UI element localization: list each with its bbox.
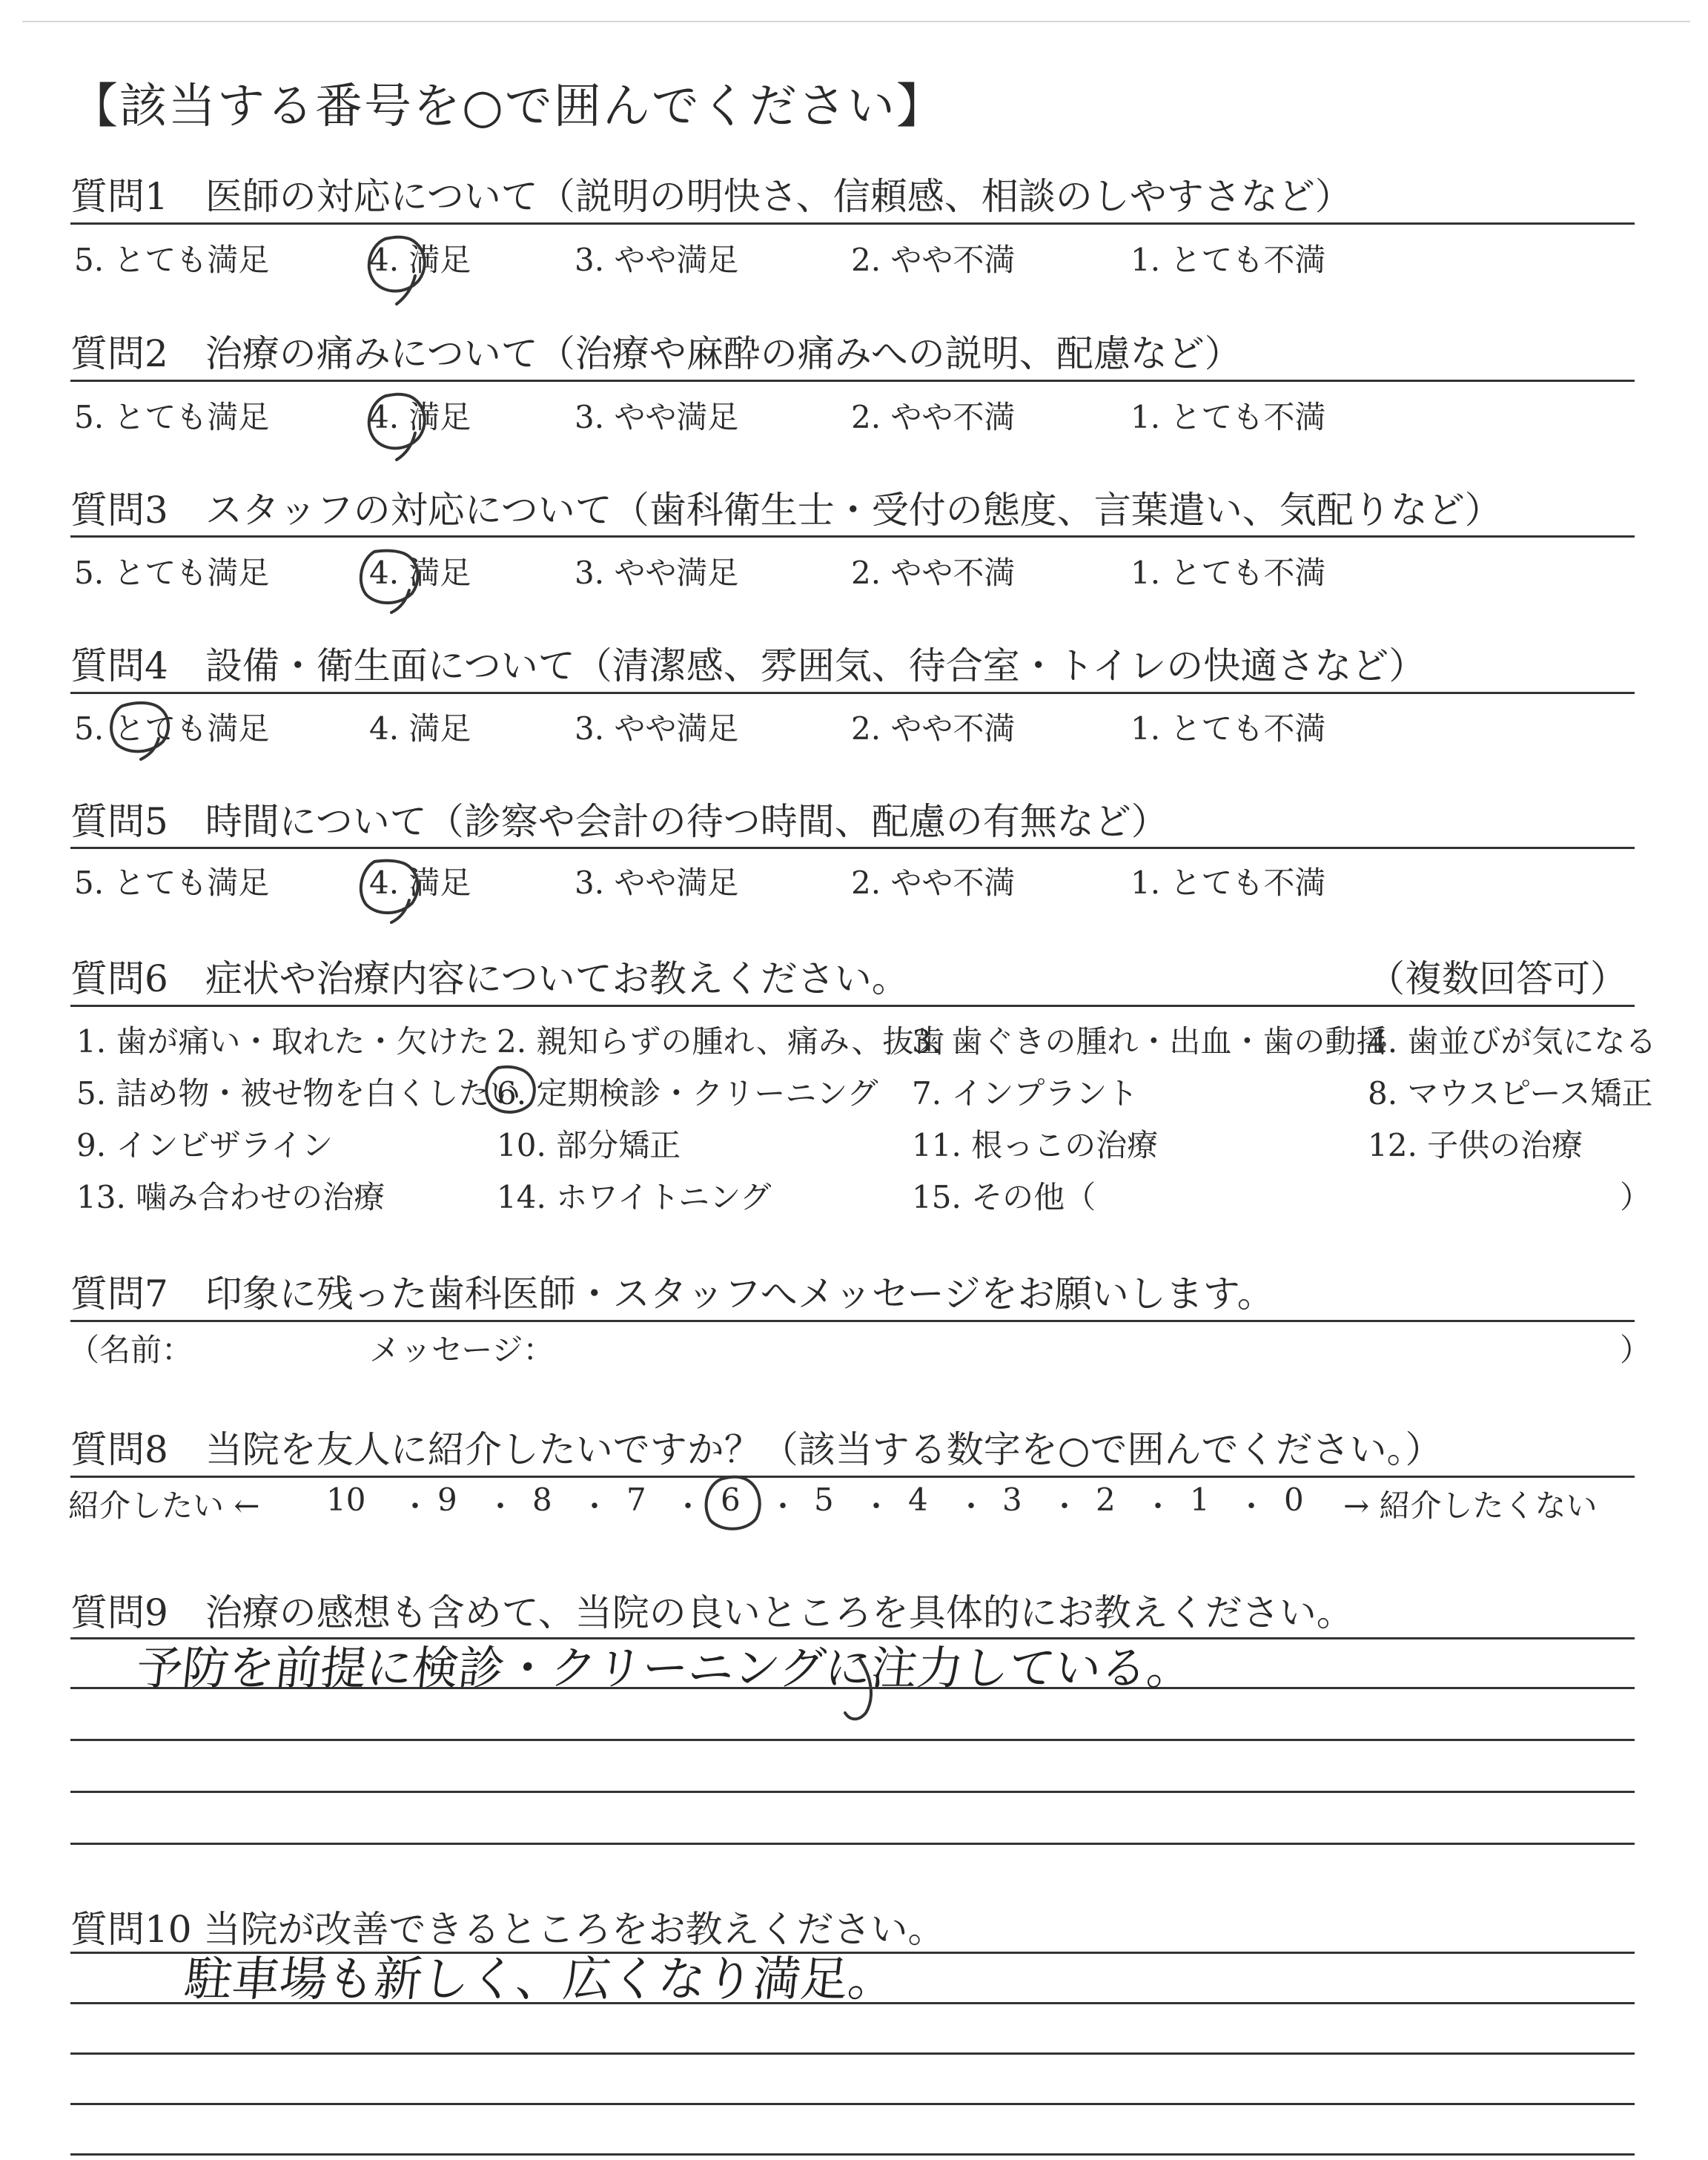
q4-option-4[interactable]: 4. 満足	[369, 710, 471, 747]
q6-item-1[interactable]: 1. 歯が痛い・取れた・欠けた	[76, 1023, 490, 1060]
scale-separator: ・	[1050, 1490, 1079, 1524]
question-3-heading: 質問3 スタッフの対応について（歯科衛生士・受付の態度、言葉遣い、気配りなど）	[70, 489, 1502, 532]
scale-separator: ・	[1237, 1490, 1266, 1524]
q5-option-4[interactable]: 4. 満足	[369, 865, 471, 901]
q6-item-5[interactable]: 5. 詰め物・被せ物を白くしたい	[76, 1075, 521, 1112]
page-title: 【該当する番号を○で囲んでください】	[70, 79, 945, 134]
q5-option-2[interactable]: 2. やや不満	[851, 865, 1016, 901]
q6-item-6[interactable]: 6. 定期検診・クリーニング	[497, 1075, 878, 1112]
q9-handwriting-loop	[845, 1659, 871, 1719]
q2-option-3[interactable]: 3. やや満足	[575, 399, 739, 435]
q6-selection-circle	[486, 1067, 534, 1112]
q3-option-3[interactable]: 3. やや満足	[575, 555, 739, 591]
q6-item-2[interactable]: 2. 親知らずの腫れ、痛み、抜歯	[497, 1023, 945, 1060]
q6-item-10[interactable]: 10. 部分矯正	[497, 1127, 681, 1163]
q1-option-2[interactable]: 2. やや不満	[851, 242, 1016, 278]
q3-option-5[interactable]: 5. とても満足	[74, 555, 270, 591]
q4-option-3[interactable]: 3. やや満足	[575, 710, 739, 747]
question-5-heading: 質問5 時間について（診察や会計の待つ時間、配慮の有無など）	[70, 800, 1168, 843]
q6-item-14[interactable]: 14. ホワイトニング	[497, 1179, 772, 1215]
q2-selection-circle	[369, 394, 425, 460]
q2-option-5[interactable]: 5. とても満足	[74, 399, 270, 435]
scale-9[interactable]: 9	[437, 1482, 457, 1518]
q6-item-15[interactable]: 15. その他（	[912, 1179, 1096, 1215]
q6-item-8[interactable]: 8. マウスピース矯正	[1368, 1075, 1653, 1112]
scale-0[interactable]: 0	[1284, 1482, 1304, 1518]
q3-option-2[interactable]: 2. やや不満	[851, 555, 1016, 591]
scale-separator: ・	[861, 1490, 891, 1524]
scale-7[interactable]: 7	[626, 1482, 646, 1518]
q6-item-12[interactable]: 12. 子供の治療	[1368, 1127, 1583, 1163]
scale-1[interactable]: 1	[1190, 1482, 1210, 1518]
question-9-heading: 質問9 治療の感想も含めて、当院の良いところを具体的にお教えください。	[70, 1591, 1354, 1634]
scale-5[interactable]: 5	[814, 1482, 834, 1518]
q4-option-2[interactable]: 2. やや不満	[851, 710, 1016, 747]
q5-option-3[interactable]: 3. やや満足	[575, 865, 739, 901]
q4-selection-circle	[111, 703, 168, 759]
message-field-label: メッセージ：	[369, 1332, 555, 1368]
q1-option-3[interactable]: 3. やや満足	[575, 242, 739, 278]
scale-separator: ・	[1143, 1490, 1173, 1524]
q6-item-13[interactable]: 13. 噛み合わせの治療	[76, 1179, 385, 1215]
q6-other-close-paren: ）	[1620, 1179, 1652, 1215]
scale-10[interactable]: 10	[326, 1482, 366, 1518]
q7-close-paren: ）	[1620, 1332, 1652, 1368]
recommend-left-label: 紹介したい ←	[68, 1487, 260, 1524]
scale-separator: ・	[400, 1490, 430, 1524]
q4-option-1[interactable]: 1. とても不満	[1131, 710, 1326, 747]
q3-option-4[interactable]: 4. 満足	[369, 555, 471, 591]
scale-6[interactable]: 6	[721, 1482, 741, 1518]
q9-handwritten-answer[interactable]: 予防を前提に検診・クリーニングに注力している。	[133, 1641, 1196, 1695]
q1-option-1[interactable]: 1. とても不満	[1131, 242, 1326, 278]
q5-option-1[interactable]: 1. とても不満	[1131, 865, 1326, 901]
q6-item-7[interactable]: 7. インプラント	[912, 1075, 1139, 1112]
scale-separator: ・	[673, 1490, 703, 1524]
question-8-heading: 質問8 当院を友人に紹介したいですか？（該当する数字を○で囲んでください。）	[70, 1428, 1443, 1471]
q1-option-5[interactable]: 5. とても満足	[74, 242, 270, 278]
q6-item-9[interactable]: 9. インビザライン	[76, 1127, 334, 1163]
question-4-heading: 質問4 設備・衛生面について（清潔感、雰囲気、待合室・トイレの快適さなど）	[70, 644, 1426, 687]
q6-item-3[interactable]: 3. 歯ぐきの腫れ・出血・歯の動揺	[912, 1023, 1388, 1060]
q3-selection-circle	[361, 551, 418, 612]
q8-selection-circle	[706, 1477, 760, 1529]
q10-handwritten-answer[interactable]: 駐車場も新しく、広くなり満足。	[182, 1952, 898, 2007]
scale-8[interactable]: 8	[532, 1482, 552, 1518]
scale-separator: ・	[580, 1490, 609, 1524]
q2-option-4[interactable]: 4. 満足	[369, 399, 471, 435]
q6-item-11[interactable]: 11. 根っこの治療	[912, 1127, 1159, 1163]
multiple-answer-note: （複数回答可）	[1368, 957, 1627, 1000]
q6-item-4[interactable]: 4. 歯並びが気になる	[1368, 1023, 1657, 1060]
scale-4[interactable]: 4	[908, 1482, 928, 1518]
question-7-heading: 質問7 印象に残った歯科医師・スタッフへメッセージをお願いします。	[70, 1272, 1274, 1315]
q1-selection-circle	[369, 237, 425, 304]
q1-option-4[interactable]: 4. 満足	[369, 242, 471, 278]
scale-separator: ・	[956, 1490, 986, 1524]
question-1-heading: 質問1 医師の対応について（説明の明快さ、信頼感、相談のしやすさなど）	[70, 175, 1352, 218]
q5-selection-circle	[361, 861, 418, 922]
recommend-right-label: → 紹介したくない	[1343, 1487, 1598, 1524]
question-2-heading: 質問2 治療の痛みについて（治療や麻酔の痛みへの説明、配慮など）	[70, 332, 1242, 375]
question-6-heading: 質問6 症状や治療内容についてお教えください。	[70, 957, 909, 1000]
scale-separator: ・	[486, 1490, 515, 1524]
name-field-label: （名前：	[68, 1332, 193, 1368]
scale-separator: ・	[768, 1490, 798, 1524]
q2-option-2[interactable]: 2. やや不満	[851, 399, 1016, 435]
q2-option-1[interactable]: 1. とても不満	[1131, 399, 1326, 435]
q5-option-5[interactable]: 5. とても満足	[74, 865, 270, 901]
scale-2[interactable]: 2	[1096, 1482, 1116, 1518]
scale-3[interactable]: 3	[1002, 1482, 1022, 1518]
q4-option-5[interactable]: 5. とても満足	[74, 710, 270, 747]
q3-option-1[interactable]: 1. とても不満	[1131, 555, 1326, 591]
question-10-heading: 質問10 当院が改善できるところをお教えください。	[70, 1908, 945, 1951]
